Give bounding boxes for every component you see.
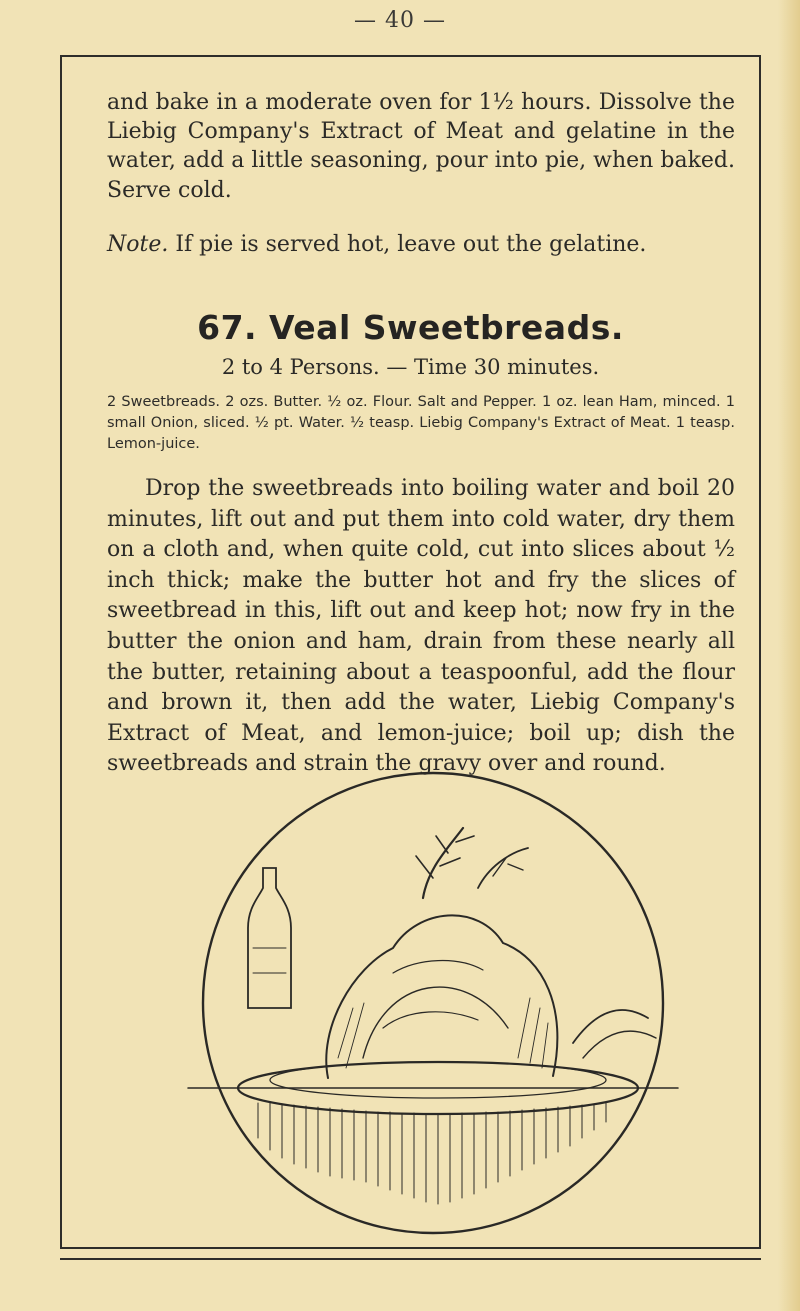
vignette-outline (203, 773, 663, 1233)
page-border-bottom-rule (60, 1258, 761, 1260)
recipe-method: Drop the sweetbreads into boiling water and boil 20 minutes, lift out and put them into cold water, dry them on a cloth and, when quite cold, cut into slices about ½ inch thick; make the butter hot and fry the slices of sweetbread in this, lift out and keep hot; now fry in the butter the onion and ham, drain from these nearly all the butter, retaining about a teaspoonful, add the flour and brown it, then add the water, Liebig Company's Extract of Meat, and lemon-juice; boil up; dish the sweetbreads and strain the gravy over and round. (107, 476, 735, 777)
recipe-title: 67. Veal Sweetbreads. (197, 308, 624, 347)
recipe-ingredients: 2 Sweetbreads. 2 ozs. Butter. ½ oz. Flour. Salt and Pepper. 1 oz. lean Ham, minced. 1 small Onion, sliced. ½ pt. Water. ½ teasp. Liebig Company's Extract of Meat. 1 teasp. Lemon-juice. (107, 394, 735, 452)
note-label: Note. (107, 232, 169, 257)
recipe-servings-time: 2 to 4 Persons. — Time 30 minutes. (221, 355, 600, 379)
intro-paragraph: and bake in a moderate oven for 1½ hours. Dissolve the Liebig Company's Extract of Meat and gelatine in the water, add a little seasoning, pour into pie, when baked. Serve cold. (107, 90, 735, 203)
note-text: If pie is served hot, leave out the gelatine. (175, 232, 647, 257)
paper-edge-shading (778, 0, 800, 1311)
note-paragraph (107, 230, 735, 259)
page-number: — 40 — (354, 8, 446, 33)
sweetbreads-dish-illustration (178, 758, 688, 1238)
